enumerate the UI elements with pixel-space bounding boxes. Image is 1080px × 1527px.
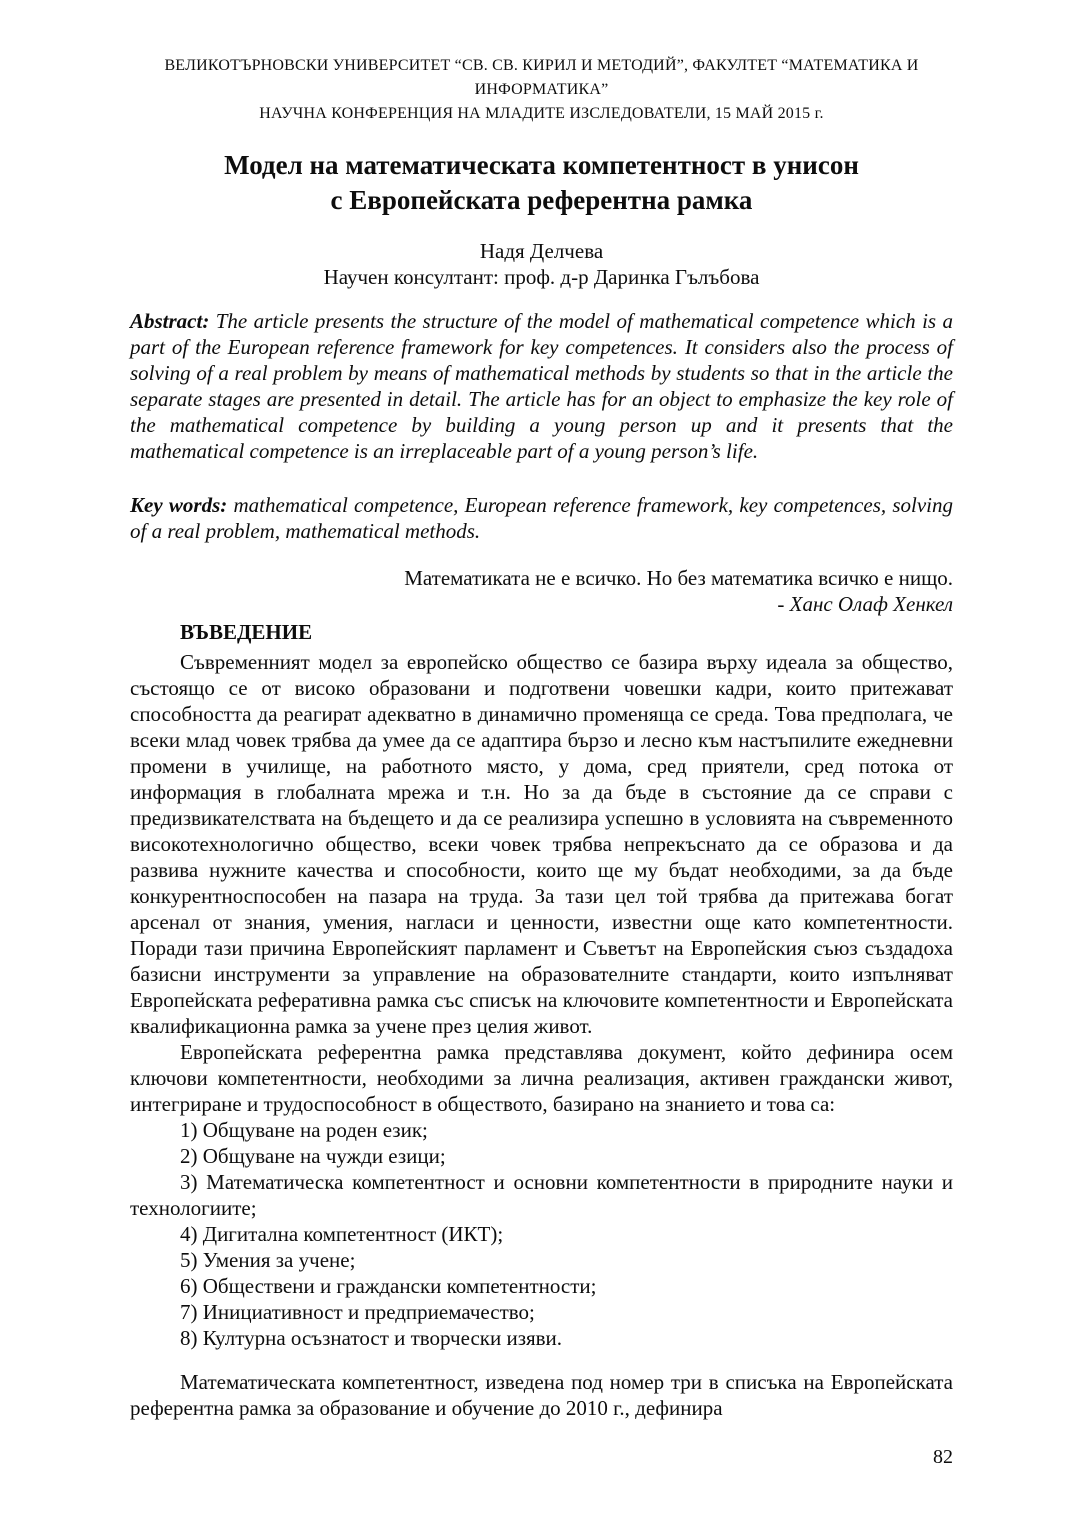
abstract-text: The article presents the structure of the model of mathematical competence which is a part of the European reference framework for key competences. It considers also the process of solving of a real problem by means of mathematical methods by students so that in the article the separate stages are presented in detail. The article has for an object to emphasize the key role of the mathematical competence by building a young person up and it presents that the mathematical competence is an irreplaceable part of a young person’s life.: [130, 309, 953, 463]
list-item: 6) Обществени и граждански компетентности;: [180, 1274, 597, 1298]
scientific-consultant: Научен консултант: проф. д-р Даринка Гълъбова: [323, 265, 760, 289]
keywords-label: Key words:: [130, 493, 228, 517]
keywords-text: mathematical competence, European reference framework, key competences, solving of a real problem, mathematical methods.: [130, 493, 954, 543]
list-item: 2) Общуване на чужди езици;: [180, 1144, 446, 1168]
conference-header-line-1: ВЕЛИКОТЪРНОВСКИ УНИВЕРСИТЕТ “СВ. СВ. КИРИЛ И МЕТОДИЙ”, ФАКУЛТЕТ “МАТЕМАТИКА И ИНФОРМАТИКА”: [164, 57, 919, 98]
list-item: 3) Математическа компетентност и основни компетентности в природните науки и технологиите;: [130, 1170, 953, 1220]
competences-list: [130, 1117, 953, 1351]
list-item: 4) Дигитална компетентност (ИКТ);: [180, 1222, 504, 1246]
abstract-label: Abstract:: [130, 309, 210, 333]
paper-title: [130, 148, 953, 218]
section-heading-introduction: ВЪВЕДЕНИЕ: [180, 620, 313, 644]
epigraph-quote: Математиката не е всичко. Но без математика всичко е нищо.: [404, 566, 953, 590]
body-paragraph-1: Съвременният модел за европейско общество се базира върху идеала за общество, състоящо се от високо образовани и подготвени човешки кадри, които притежават способността да реагират адекватно в динамично променяща се среда. Това предполага, че всеки млад човек трябва да умее да се адаптира бързо и лесно към настъпилите ежедневни промени в училище, на работното място, у дома, сред приятели, сред потока от информация в глобалната мрежа и т.н. Но за да бъде в състояние да се справи с предизвикателствата на бъдещето и да се реализира успешно в условията на съвременното високотехнологично общество, всеки човек трябва непрекъснато да се образова и да развива нужните качества и способности, които ще му бъдат необходими, за да бъде конкурентноспособен на пазара на труда. За тази цел той трябва да притежава богат арсенал от знания, умения, нагласи и ценности, известни още като компетентности. Поради тази причина Европейският парламент и Съветът на Европейския съюз създадоха базисни инструменти за управление на образователните стандарти, които изпълняват Европейската реферативна рамка със списък на ключовите компетентности и Европейската квалификационна рамка за учене през целия живот.: [130, 650, 953, 1038]
epigraph-attribution: - Ханс Олаф Хенкел: [777, 592, 953, 616]
paper-title-line-1: Модел на математическата компетентност в унисон: [224, 150, 859, 180]
list-item: 8) Културна осъзнатост и творчески изяви.: [180, 1326, 563, 1350]
conference-header-line-2: НАУЧНА КОНФЕРЕНЦИЯ НА МЛАДИТЕ ИЗСЛЕДОВАТЕЛИ, 15 МАЙ 2015 г.: [259, 105, 824, 122]
author-name: Надя Делчева: [479, 239, 604, 263]
body-paragraph-3: Математическата компетентност, изведена под номер три в списъка на Европейската референтна рамка за образование и обучение до 2010 г., дефинира: [130, 1370, 953, 1420]
list-item: 5) Умения за учене;: [180, 1248, 356, 1272]
keywords-paragraph: [130, 492, 953, 544]
page-number: 82: [933, 1446, 953, 1468]
paper-title-line-2: с Европейската референтна рамка: [330, 185, 753, 215]
list-item: 7) Инициативност и предприемачество;: [180, 1300, 535, 1324]
abstract-paragraph: [130, 308, 953, 464]
conference-header: [130, 54, 953, 126]
list-item: 1) Общуване на роден език;: [180, 1118, 428, 1142]
byline: [130, 238, 953, 290]
body-paragraph-2: Европейската референтна рамка представлява документ, който дефинира осем ключови компетентности, необходими за лична реализация, активен граждански живот, интегриране и трудоспособност в обществото, базирано на знанието и това са:: [130, 1040, 953, 1116]
